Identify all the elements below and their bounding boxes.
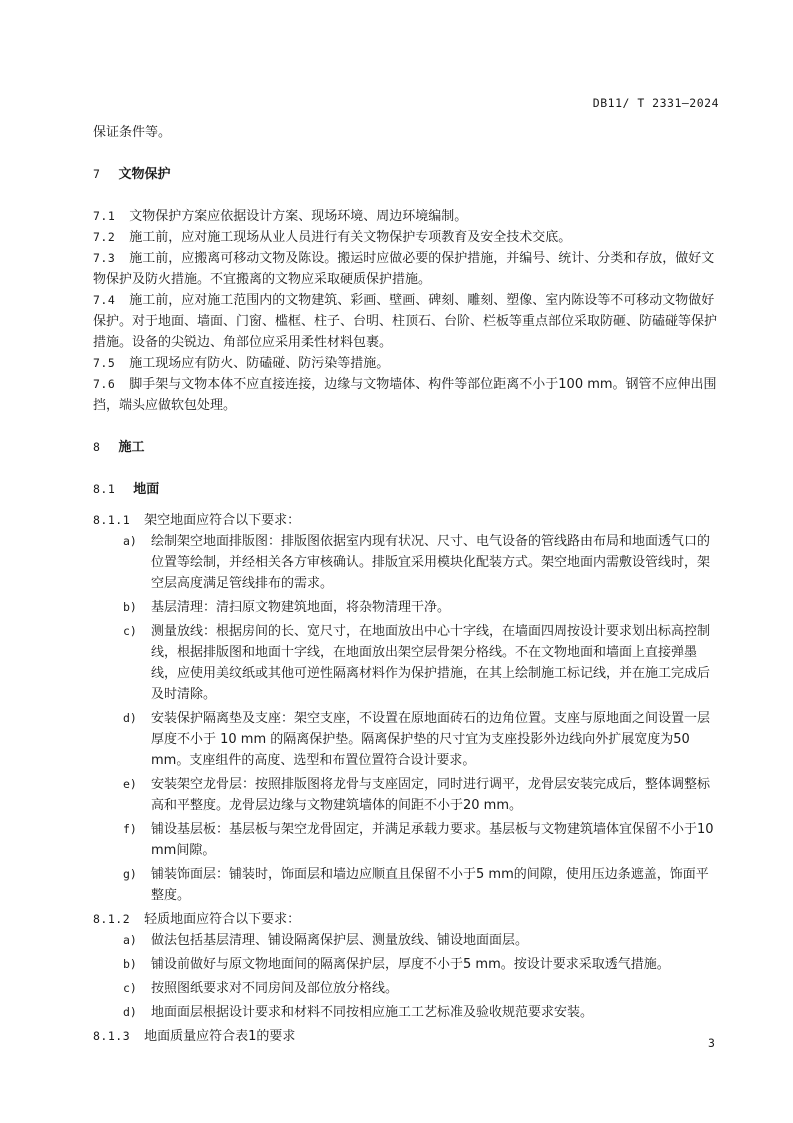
clause-text: 施工现场应有防火、防磕碰、防污染等措施。 bbox=[129, 356, 390, 371]
standard-code: DB11/ T 2331—2024 bbox=[592, 96, 719, 110]
list-item bbox=[93, 930, 720, 951]
list-marker: a) bbox=[123, 534, 137, 548]
clause-number: 7.1 bbox=[93, 209, 116, 223]
list-marker: c) bbox=[123, 981, 137, 995]
list-item-text: 安装保护隔离垫及支座：架空支座，不设置在原地面砖石的边角位置。支座与原地面之间设置一层厚度不小于 10 mm 的隔离保护垫。隔离保护垫的尺寸宜为支座投影外边线向外扩展宽度为50 mm。支座组件的高度、选型和布置位置符合设计要求。 bbox=[151, 711, 711, 768]
section-title: 文物保护 bbox=[118, 167, 171, 182]
clause-text: 施工前，应搬离可移动文物及陈设。搬运时应做必要的保护措施，并编号、统计、分类和存放，做好文物保护及防火措施。不宜搬离的文物应采取硬质保护措施。 bbox=[93, 251, 715, 287]
continuation-text: 保证条件等。 bbox=[93, 125, 172, 140]
list-item-text: 测量放线：根据房间的长、宽尺寸，在地面放出中心十字线，在墙面四周按设计要求划出标高控制线，根据排版图和地面十字线，在地面放出架空层骨架分格线。不在文物地面和墙面上直接弹墨线，应使用美纹纸或其他可逆性隔离材料作为保护措施，在其上绘制施工标记线，并在施工完成后及时清除。 bbox=[151, 624, 711, 702]
list-item-text: 铺装饰面层：铺装时，饰面层和墙边应顺直且保留不小于5 mm的间隙，使用压边条遮盖，饰面平整度。 bbox=[151, 867, 709, 903]
clause-text: 架空地面应符合以下要求： bbox=[144, 513, 301, 528]
section-8-heading bbox=[93, 437, 720, 458]
clause-number: 8.1.1 bbox=[93, 513, 131, 527]
clause-7-5 bbox=[93, 353, 720, 374]
section-title: 施工 bbox=[118, 440, 145, 455]
clause-text: 文物保护方案应依据设计方案、现场环境、周边环境编制。 bbox=[129, 209, 468, 224]
list-item bbox=[93, 978, 720, 999]
subsection-number: 8.1 bbox=[93, 482, 116, 496]
clause-number: 7.6 bbox=[93, 377, 116, 391]
clause-text: 轻质地面应符合以下要求： bbox=[144, 912, 301, 927]
list-marker: c) bbox=[123, 624, 137, 638]
clause-number: 7.5 bbox=[93, 356, 116, 370]
list-item-text: 做法包括基层清理、铺设隔离保护层、测量放线、铺设地面面层。 bbox=[151, 933, 529, 948]
list-marker: g) bbox=[123, 867, 137, 881]
section-number: 7 bbox=[93, 167, 101, 181]
list-item-text: 按照图纸要求对不同房间及部位放分格线。 bbox=[151, 981, 399, 996]
list-item-text: 绘制架空地面排版图：排版图依据室内现有状况、尺寸、电气设备的管线路由布局和地面透气口的位置等绘制，并经相关各方审核确认。排版宜采用模块化配装方式。架空地面内需敷设管线时，架空层高度满足管线排布的需求。 bbox=[151, 534, 711, 591]
list-marker: f) bbox=[123, 822, 137, 836]
section-number: 8 bbox=[93, 440, 101, 454]
list-marker: b) bbox=[123, 600, 137, 614]
list-item-text: 铺设前做好与原文物地面间的隔离保护层，厚度不小于5 mm。按设计要求采取透气措施。 bbox=[151, 957, 670, 972]
list-item bbox=[93, 1002, 720, 1023]
section-7-heading bbox=[93, 164, 720, 185]
clause-7-1 bbox=[93, 206, 720, 227]
clause-text: 施工前，应对施工现场从业人员进行有关文物保护专项教育及安全技术交底。 bbox=[129, 230, 572, 245]
clause-7-4 bbox=[93, 290, 720, 353]
clause-text: 脚手架与文物本体不应直接连接，边缘与文物墙体、构件等部位距离不小于100 mm。钢管不应伸出围挡，端头应做软包处理。 bbox=[93, 377, 717, 413]
subsection-title: 地面 bbox=[133, 482, 160, 497]
clause-8-1-1 bbox=[93, 510, 720, 531]
subsection-8-1-clauses bbox=[93, 510, 720, 1047]
document-body bbox=[93, 122, 720, 1047]
clause-7-2 bbox=[93, 227, 720, 248]
list-item-text: 基层清理：清扫原文物建筑地面，将杂物清理干净。 bbox=[151, 600, 451, 615]
page-number: 3 bbox=[708, 1036, 715, 1050]
list-marker: a) bbox=[123, 933, 137, 947]
list-item-text: 铺设基层板：基层板与架空龙骨固定，并满足承载力要求。基层板与文物建筑墙体宜保留不小于10 mm间隙。 bbox=[151, 822, 714, 858]
list-marker: d) bbox=[123, 1005, 137, 1019]
clause-7-3 bbox=[93, 248, 720, 290]
clause-number: 8.1.3 bbox=[93, 1029, 131, 1043]
list-item bbox=[93, 621, 720, 705]
subsection-8-1-heading bbox=[93, 479, 720, 500]
clause-number: 7.4 bbox=[93, 293, 116, 307]
requirement-list bbox=[93, 930, 720, 1023]
clause-text: 施工前，应对施工范围内的文物建筑、彩画、壁画、碑刻、雕刻、塑像、室内陈设等不可移动文物做好保护。对于地面、墙面、门窗、槛框、柱子、台明、柱顶石、台阶、栏板等重点部位采取防砸、防磕碰等保护措施。设备的尖锐边、角部位应采用柔性材料包裹。 bbox=[93, 293, 718, 350]
list-item bbox=[93, 774, 720, 816]
list-item bbox=[93, 531, 720, 594]
clause-number: 7.2 bbox=[93, 230, 116, 244]
list-item bbox=[93, 864, 720, 906]
requirement-list bbox=[93, 531, 720, 906]
list-item bbox=[93, 708, 720, 771]
list-marker: e) bbox=[123, 777, 137, 791]
clause-7-6 bbox=[93, 374, 720, 416]
clause-8-1-3 bbox=[93, 1026, 720, 1047]
list-marker: d) bbox=[123, 711, 137, 725]
clause-text: 地面质量应符合表1的要求 bbox=[144, 1029, 296, 1044]
clause-8-1-2 bbox=[93, 909, 720, 930]
clause-number: 7.3 bbox=[93, 251, 116, 265]
list-marker: b) bbox=[123, 957, 137, 971]
clause-number: 8.1.2 bbox=[93, 912, 131, 926]
section-7-clauses bbox=[93, 206, 720, 416]
list-item bbox=[93, 819, 720, 861]
list-item-text: 安装架空龙骨层：按照排版图将龙骨与支座固定，同时进行调平，龙骨层安装完成后，整体调整标高和平整度。龙骨层边缘与文物建筑墙体的间距不小于20 mm。 bbox=[151, 777, 711, 813]
list-item-text: 地面面层根据设计要求和材料不同按相应施工工艺标准及验收规范要求安装。 bbox=[151, 1005, 594, 1020]
list-item bbox=[93, 954, 720, 975]
list-item bbox=[93, 597, 720, 618]
